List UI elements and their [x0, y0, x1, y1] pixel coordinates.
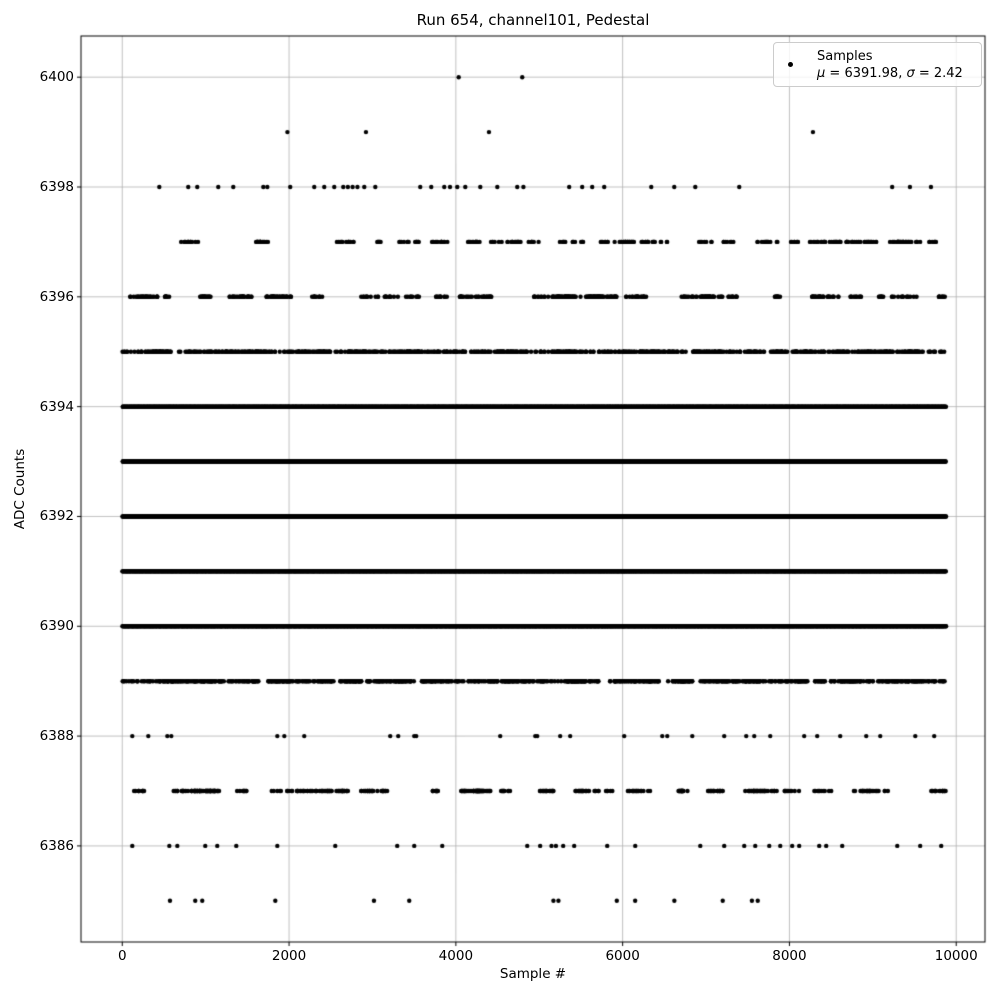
- x-tick-label: 4000: [438, 948, 474, 964]
- x-tick-label: 6000: [605, 948, 640, 964]
- y-tick-label: 6388: [39, 728, 74, 745]
- legend-entry-stats: [817, 65, 963, 82]
- y-tick-label: 6400: [39, 69, 74, 86]
- y-tick-label: 6392: [39, 508, 74, 525]
- legend-entry-samples: Samples: [817, 48, 873, 64]
- y-tick-label: 6398: [39, 179, 74, 195]
- y-tick-label: 6390: [39, 618, 74, 635]
- legend: [773, 42, 982, 87]
- y-tick-label: 6386: [39, 837, 74, 854]
- legend-sigma-value: = 2.42: [914, 65, 963, 81]
- legend-sigma-symbol: σ: [906, 65, 915, 81]
- y-tick-label: 6396: [39, 288, 74, 305]
- legend-mu-symbol: μ: [817, 65, 826, 81]
- x-axis-label: Sample #: [499, 966, 567, 982]
- y-tick-label: 6394: [39, 398, 74, 415]
- chart-title: Run 654, channel101, Pedestal: [416, 11, 650, 29]
- y-axis-label: ADC Counts: [12, 448, 28, 530]
- x-tick-label: 10000: [934, 948, 978, 964]
- x-tick-label: 8000: [772, 948, 807, 964]
- x-tick-label: 0: [117, 948, 127, 964]
- legend-marker-dot-icon: [788, 62, 793, 67]
- x-tick-label: 2000: [271, 948, 307, 964]
- legend-mu-value: = 6391.98,: [825, 65, 907, 81]
- legend-text-block: [817, 48, 963, 82]
